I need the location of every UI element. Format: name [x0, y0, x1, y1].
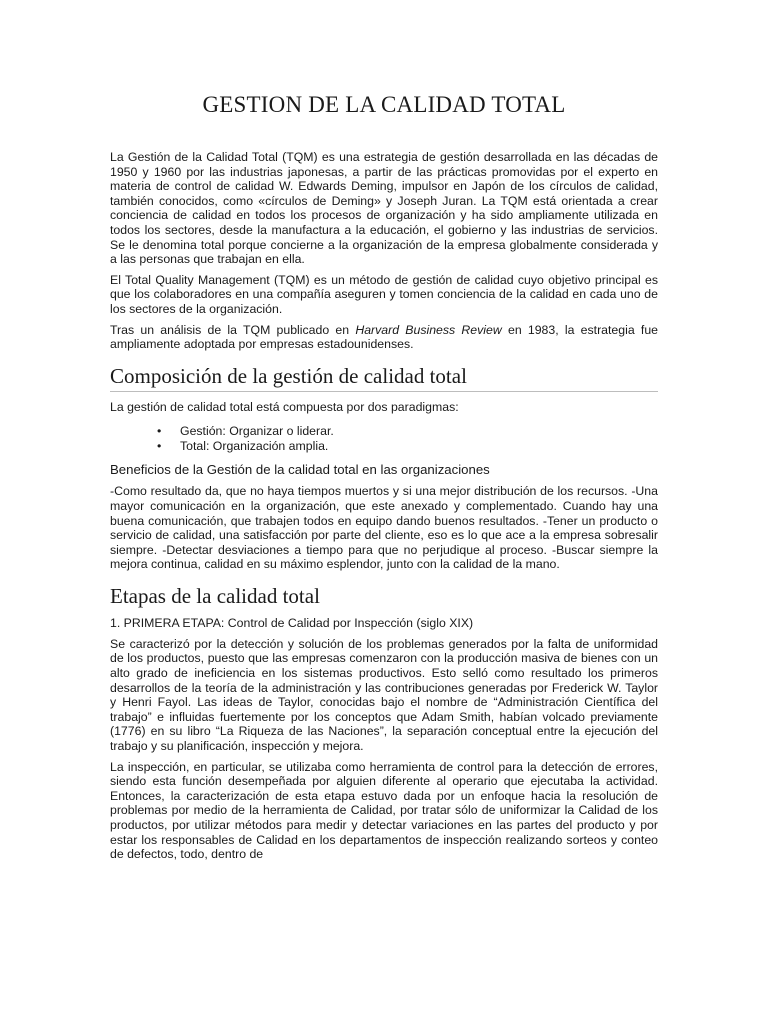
etapas-heading: Etapas de la calidad total: [110, 583, 320, 608]
intro-p3-text-after: en 1983, la estrategia fue ampliamente adoptada por empresas estadounidenses.: [110, 322, 659, 352]
beneficios-heading: Beneficios de la Gestión de la calidad total en las organizaciones: [110, 462, 490, 478]
first-stage-title: 1. PRIMERA ETAPA: Control de Calidad por Inspección (siglo XIX): [110, 615, 474, 630]
beneficios-paragraph: -Como resultado da, que no haya tiempos muertos y si una mejor distribución de los recursos. -Una mayor comunicación en la organización, que este anexado y complementado. Cuando hay una buena comunicación, que trabajen todos en equipo dando buenos resultados. -Tener un producto o servicio de calidad, una satisfacción por parte del cliente, eso es lo que ace a la empresa sobresalir siempre. -Detectar desviaciones a tiempo para que no perjudique al proceso. -Buscar siempre la mejora continua, calidad en su máximo esplendor, junto con la calidad de la mano.: [110, 484, 658, 572]
publication-name: Harvard Business Review: [355, 322, 502, 337]
paradigm-list: [110, 424, 658, 454]
bullet-icon: •: [157, 424, 162, 439]
document-title: GESTION DE LA CALIDAD TOTAL: [202, 92, 566, 117]
first-stage-paragraph-1: Se caracterizó por la detección y solución de los problemas generados por la falta de uniformidad de los productos, puesto que las empresas comenzaron con la producción masiva de bienes con un alto grado de ineficiencia en los sistemas productivos. Esto selló como resultado los primeros desarrollos de la teoría de la administración y las contribuciones generadas por Frederick W. Taylor y Henri Fayol. Las ideas de Taylor, conocidas bajo el nombre de “Administración Científica del trabajo” e influidas fuertemente por los conceptos que Adam Smith, habían volcado previamente (1776) en su libro “La Riqueza de las Naciones”, la separación conceptual entre la ejecución del trabajo y su planificación, inspección y mejora.: [110, 636, 658, 754]
list-item: [157, 424, 658, 439]
intro-paragraph-2: El Total Quality Management (TQM) es un método de gestión de calidad cuyo objetivo principal es que los colaboradores en una compañía aseguren y tomen conciencia de la calidad en cada uno de los sectores de la organización.: [110, 272, 658, 316]
composicion-lead: La gestión de calidad total está compuesta por dos paradigmas:: [110, 399, 459, 414]
first-stage-paragraph-2: La inspección, en particular, se utilizaba como herramienta de control para la detección de errores, siendo esta función desempeñada por alguien diferente al operario que ejecutaba la actividad. Entonces, la caracterización de esta etapa estuvo dada por un enfoque hacia la resolución de problemas por medio de la herramienta de Calidad, por tratar sólo de uniformizar la Calidad de los productos, por utilizar métodos para medir y detectar variaciones en las partes del producto y por estar los responsables de Calidad en los departamentos de inspección realizando sorteos y conteo de defectos, todo, dentro de: [110, 759, 658, 862]
list-item-text: Gestión: Organizar o liderar.: [180, 424, 334, 439]
bullet-icon: •: [157, 439, 162, 454]
intro-paragraph-3: [110, 323, 658, 352]
composicion-heading: Composición de la gestión de calidad total: [110, 364, 658, 392]
list-item: [157, 439, 658, 454]
intro-paragraph-1: La Gestión de la Calidad Total (TQM) es una estrategia de gestión desarrollada en las décadas de 1950 y 1960 por las industrias japonesas, a partir de las prácticas promovidas por el experto en materia de control de calidad W. Edwards Deming, impulsor en Japón de los círculos de calidad, también conocidos, como «círculos de Deming» y Joseph Juran. La TQM está orientada a crear conciencia de calidad en todos los procesos de organización y ha sido ampliamente utilizada en todos los sectores, desde la manufactura a la educación, el gobierno y las industrias de servicios. Se le denomina total porque concierne a la organización de la empresa globalmente considerada y a las personas que trabajan en ella.: [110, 150, 658, 267]
list-item-text: Total: Organización amplia.: [180, 439, 329, 454]
intro-p3-text-before: Tras un análisis de la TQM publicado en: [110, 322, 356, 337]
